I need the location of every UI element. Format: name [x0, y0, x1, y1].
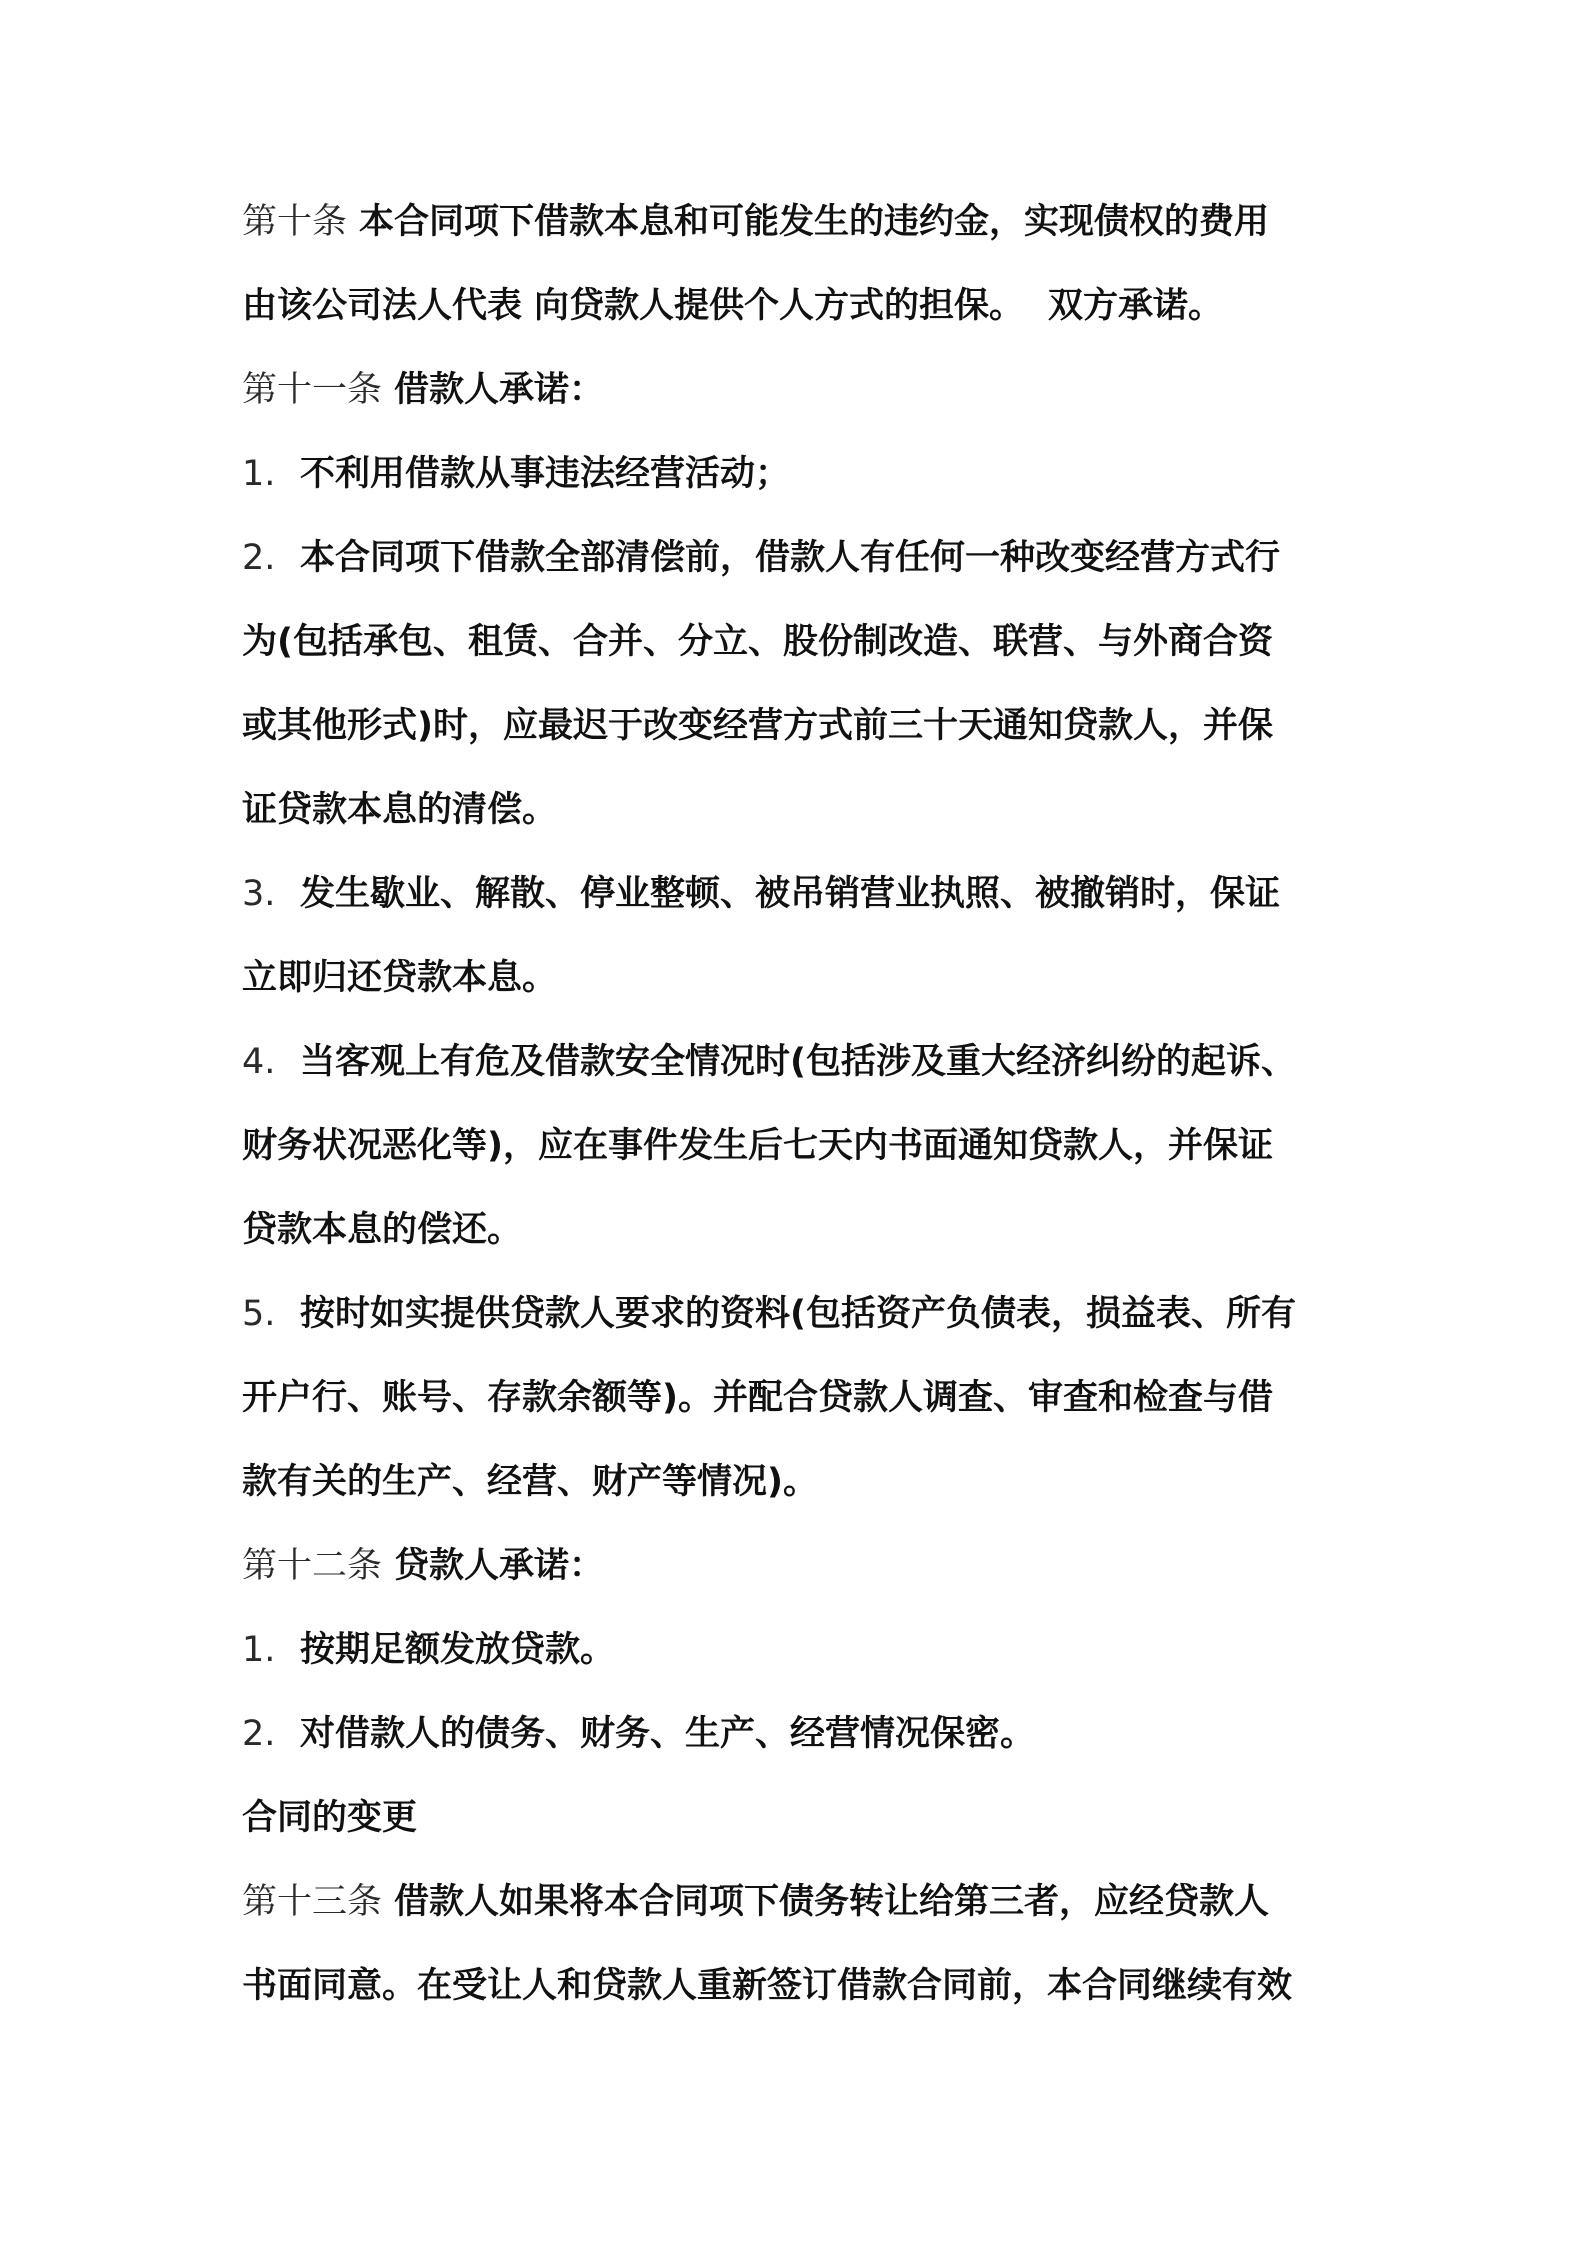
list-number: 2. — [242, 1714, 276, 1754]
clause-text: 借款人如果将本合同项下债务转让给第三者，应经贷款人 — [394, 1882, 1270, 1922]
clause-10-line-1 — [242, 198, 1362, 246]
list-item-continuation — [242, 1122, 1362, 1170]
clause-text: 双方承诺。 — [1048, 286, 1224, 326]
list-text: 本合同项下借款全部清偿前，借款人有任何一种改变经营方式行 — [300, 538, 1281, 578]
list-text: 发生歇业、解散、停业整顿、被吊销营业执照、被撤销时，保证 — [300, 874, 1281, 914]
list-item-continuation — [242, 1458, 1362, 1506]
list-number: 4. — [242, 1042, 276, 1082]
list-item-continuation — [242, 786, 1362, 834]
list-item — [242, 1710, 1362, 1758]
list-item-continuation — [242, 618, 1362, 666]
clause-10-line-2 — [242, 282, 1362, 330]
list-item — [242, 1290, 1362, 1338]
clause-number: 第十条 — [242, 202, 348, 242]
section-title: 合同的变更 — [242, 1798, 418, 1838]
list-item — [242, 450, 1362, 498]
clause-text: 由该公司法人代表 — [242, 286, 523, 326]
clause-text: 本合同项下借款本息和可能发生的违约金，实现债权的费用 — [359, 202, 1270, 242]
clause-number: 第十二条 — [242, 1546, 383, 1586]
list-number: 1. — [242, 454, 276, 494]
list-text: 对借款人的债务、财务、生产、经营情况保密。 — [300, 1714, 1036, 1754]
list-text: 或其他形式)时，应最迟于改变经营方式前三十天通知贷款人，并保 — [242, 706, 1273, 746]
clause-11-heading — [242, 366, 1362, 414]
list-text: 财务状况恶化等)，应在事件发生后七天内书面通知贷款人，并保证 — [242, 1126, 1273, 1166]
list-text: 款有关的生产、经营、财产等情况)。 — [242, 1462, 818, 1502]
section-heading — [242, 1794, 1362, 1842]
list-item-continuation — [242, 702, 1362, 750]
list-text: 按期足额发放贷款。 — [300, 1630, 616, 1670]
clause-text: 借款人承诺： — [394, 370, 605, 410]
list-text: 立即归还贷款本息。 — [242, 958, 558, 998]
clause-text: 向贷款人提供个人方式的担保。 — [534, 286, 1025, 326]
list-text: 证贷款本息的清偿。 — [242, 790, 558, 830]
list-item — [242, 870, 1362, 918]
list-text: 不利用借款从事违法经营活动； — [300, 454, 791, 494]
clause-number: 第十三条 — [242, 1882, 383, 1922]
clause-text: 书面同意。在受让人和贷款人重新签订借款合同前，本合同继续有效 — [242, 1966, 1293, 2006]
clause-number: 第十一条 — [242, 370, 383, 410]
list-item — [242, 1626, 1362, 1674]
list-number: 5. — [242, 1294, 276, 1334]
list-item — [242, 534, 1362, 582]
list-text: 贷款本息的偿还。 — [242, 1210, 523, 1250]
clause-13-line-2 — [242, 1962, 1362, 2010]
list-text: 当客观上有危及借款安全情况时(包括涉及重大经济纠纷的起诉、 — [300, 1042, 1296, 1082]
list-item-continuation — [242, 1206, 1362, 1254]
list-item — [242, 1038, 1362, 1086]
list-text: 按时如实提供贷款人要求的资料(包括资产负债表，损益表、所有 — [300, 1294, 1296, 1334]
clause-text: 贷款人承诺： — [394, 1546, 605, 1586]
list-item-continuation — [242, 954, 1362, 1002]
list-item-continuation — [242, 1374, 1362, 1422]
clause-13-line-1 — [242, 1878, 1362, 1926]
list-number: 1. — [242, 1630, 276, 1670]
list-number: 3. — [242, 874, 276, 914]
list-text: 开户行、账号、存款余额等)。并配合贷款人调查、审查和检查与借 — [242, 1378, 1273, 1418]
list-text: 为(包括承包、租赁、合并、分立、股份制改造、联营、与外商合资 — [242, 622, 1273, 662]
clause-12-heading — [242, 1542, 1362, 1590]
list-number: 2. — [242, 538, 276, 578]
